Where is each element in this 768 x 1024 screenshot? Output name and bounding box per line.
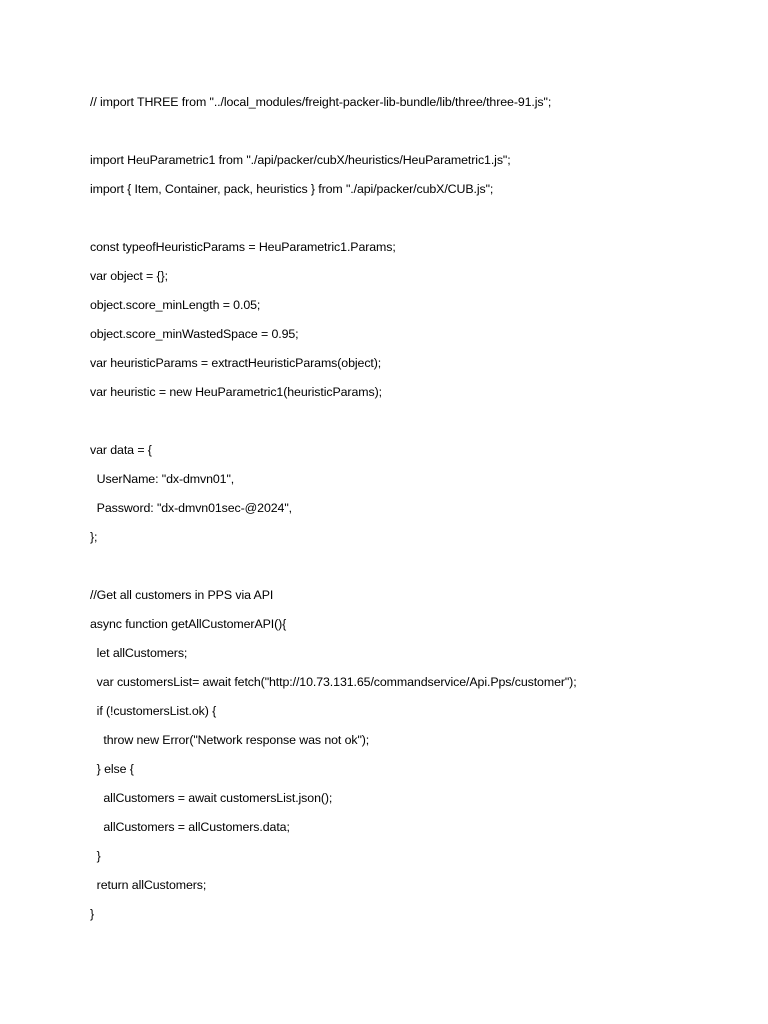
code-line: import { Item, Container, pack, heuristics } from "./api/packer/cubX/CUB.js";: [90, 182, 494, 196]
code-line: var customersList= await fetch("http://10.73.131.65/commandservice/Api.Pps/customer");: [90, 675, 577, 689]
code-line: if (!customersList.ok) {: [90, 704, 217, 718]
code-line: //Get all customers in PPS via API: [90, 588, 274, 602]
code-line: var object = {};: [90, 269, 168, 283]
code-line: [90, 555, 750, 584]
code-line: }: [90, 907, 95, 921]
code-line: async function getAllCustomerAPI(){: [90, 617, 287, 631]
code-line: UserName: "dx-dmvn01",: [90, 472, 235, 486]
code-line: Password: "dx-dmvn01sec-@2024",: [90, 501, 292, 515]
code-line: return allCustomers;: [90, 878, 207, 892]
code-line: [90, 410, 750, 439]
code-line: var heuristicParams = extractHeuristicParams(object);: [90, 356, 382, 370]
code-line: const typeofHeuristicParams = HeuParametric1.Params;: [90, 240, 396, 254]
code-line: [90, 207, 750, 236]
code-line: } else {: [90, 762, 134, 776]
code-line: allCustomers = allCustomers.data;: [90, 820, 290, 834]
code-line: throw new Error("Network response was not ok");: [90, 733, 370, 747]
code-line: var heuristic = new HeuParametric1(heuristicParams);: [90, 385, 382, 399]
code-line: }: [90, 849, 101, 863]
code-line: // import THREE from "../local_modules/freight-packer-lib-bundle/lib/three/three-91.js";: [90, 95, 552, 109]
code-line: var data = {: [90, 443, 152, 457]
code-line: allCustomers = await customersList.json();: [90, 791, 333, 805]
code-line: [90, 120, 750, 149]
code-block: [90, 91, 750, 932]
code-line: let allCustomers;: [90, 646, 188, 660]
code-line: import HeuParametric1 from "./api/packer/cubX/heuristics/HeuParametric1.js";: [90, 153, 511, 167]
code-line: object.score_minLength = 0.05;: [90, 298, 261, 312]
code-line: };: [90, 530, 98, 544]
code-line: object.score_minWastedSpace = 0.95;: [90, 327, 299, 341]
